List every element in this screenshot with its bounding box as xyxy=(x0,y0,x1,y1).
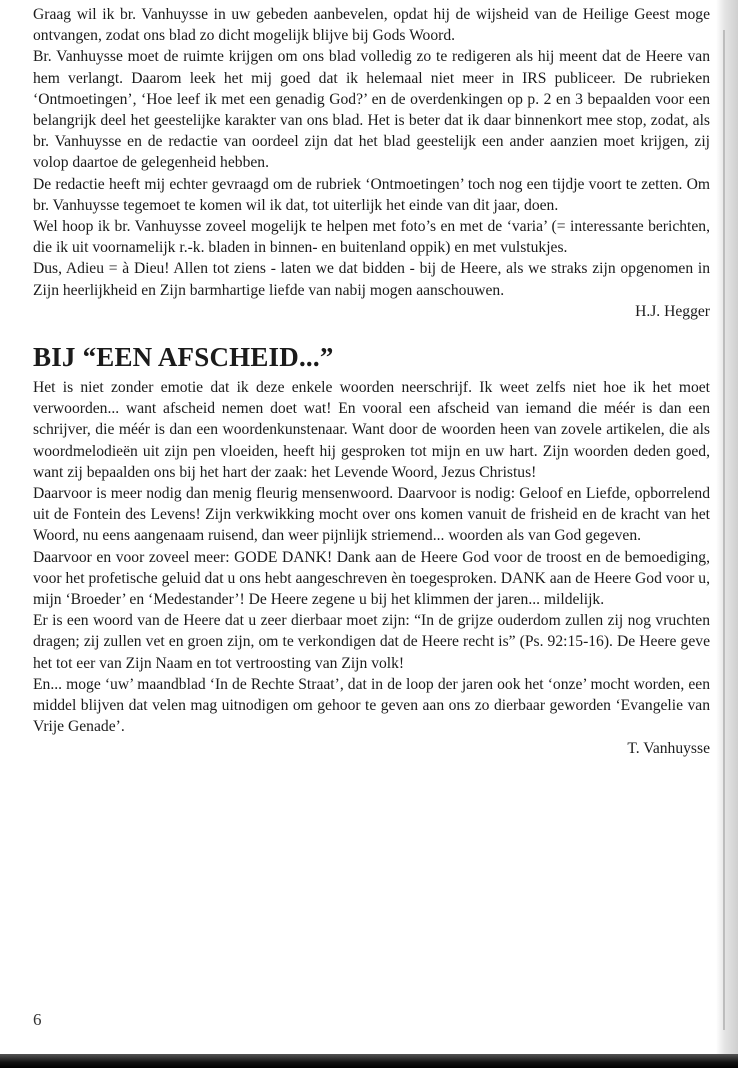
text-column xyxy=(33,4,710,759)
article-title: BIJ “EEN AFSCHEID...” xyxy=(33,342,334,373)
page-number: 6 xyxy=(33,1010,42,1029)
paragraph: Wel hoop ik br. Vanhuysse zoveel mogelijk te helpen met foto’s en met de ‘varia’ (= interessante berichten, die ik uit voornamelijk r.-k. bladen in binnen- en buitenland oppik) en met vulstukjes. xyxy=(33,218,710,257)
signature-hegger: H.J. Hegger xyxy=(635,302,710,320)
paragraph: Daarvoor is meer nodig dan menig fleurig mensenwoord. Daarvoor is nodig: Geloof en Liefde, opborrelend uit de Fontein des Levens! Zijn verkwikking mocht over ons komen vanuit de frisheid en de kracht van het Woord, nu eens aangenaam ruisend, dan weer pijnlijk striemend... woorden als van God gegeven. xyxy=(33,485,710,545)
article-bij-een-afscheid xyxy=(33,342,710,759)
scan-bottom-border xyxy=(0,1054,738,1068)
page-edge-line xyxy=(723,30,725,1030)
article-farewell-letter xyxy=(33,4,710,322)
paragraph: De redactie heeft mij echter gevraagd om de rubriek ‘Ontmoetingen’ toch nog een tijdje voort te zetten. Om br. Vanhuysse tegemoet te komen wil ik dat, tot uiterlijk het einde van dit jaar, doen. xyxy=(33,175,710,214)
paragraph: Dus, Adieu = à Dieu! Allen tot ziens - laten we dat bidden - bij de Heere, als we straks zijn opgenomen in Zijn heerlijkheid en Zijn barmhartige liefde van nabij mogen aanschouwen. xyxy=(33,260,710,299)
paragraph: Daarvoor en voor zoveel meer: GODE DANK! Dank aan de Heere God voor de troost en de bemoediging, voor het profetische geluid dat u ons hebt aangeschreven èn toegesproken. DANK aan de Heere God voor u, mijn ‘Broeder’ en ‘Medestander’! De Heere zegene u bij het klimmen der jaren... mildelijk. xyxy=(33,548,710,609)
paragraph: Br. Vanhuysse moet de ruimte krijgen om ons blad volledig zo te redigeren als hij meent dat de Heere van hem verlangt. Daarom leek het mij goed dat ik helemaal niet meer in IRS publiceer. De rubrieken ‘Ontmoetingen’, ‘Hoe leef ik met een genadig God?’ en de overdenkingen op p. 2 en 3 bepaalden voor een belangrijk deel het geestelijke karakter van ons blad. Het is beter dat ik daar binnenkort mee stop, zodat, als br. Vanhuysse en de redactie van oordeel zijn dat het blad geestelijk een ander aanzien moet krijgen, zij volop daartoe de gelegenheid hebben. xyxy=(33,48,710,172)
page-edge-shadow xyxy=(716,0,738,1068)
paragraph: Er is een woord van de Heere dat u zeer dierbaar moet zijn: “In de grijze ouderdom zullen zij nog vruchten dragen; zij zullen vet en groen zijn, om te verkondigen dat de Heere recht is” (Ps. 92:15-16). De Heere geve het tot eer van Zijn Naam en tot vertroosting van Zijn volk! xyxy=(33,612,710,672)
signature-vanhuysse: T. Vanhuysse xyxy=(627,739,710,757)
paragraph: En... moge ‘uw’ maandblad ‘In de Rechte Straat’, dat in de loop der jaren ook het ‘onze’ mocht worden, een middel blijven dat velen mag uitnodigen om gehoor te geven aan ons zo dierbaar geworden ‘Evangelie van Vrije Genade’. xyxy=(33,675,710,736)
paragraph: Graag wil ik br. Vanhuysse in uw gebeden aanbevelen, opdat hij de wijsheid van de Heilige Geest moge ontvangen, zodat ons blad zo dicht mogelijk blijve bij Gods Woord. xyxy=(33,6,710,45)
paragraph: Het is niet zonder emotie dat ik deze enkele woorden neerschrijf. Ik weet zelfs niet hoe ik het moet verwoorden... want afscheid nemen doet wat! En vooral een afscheid van iemand die méér is dan een schrijver, die méér is dan een woordenkunstenaar. Want door de woorden heen van zovele artikelen, die als woordmelodieën uit zijn pen vloeiden, heeft hij gesproken tot mijn en uw hart. Zijn woorden deden goed, want zij bepaalden ons bij het hart der zaak: het Levende Woord, Jezus Christus! xyxy=(33,379,710,481)
